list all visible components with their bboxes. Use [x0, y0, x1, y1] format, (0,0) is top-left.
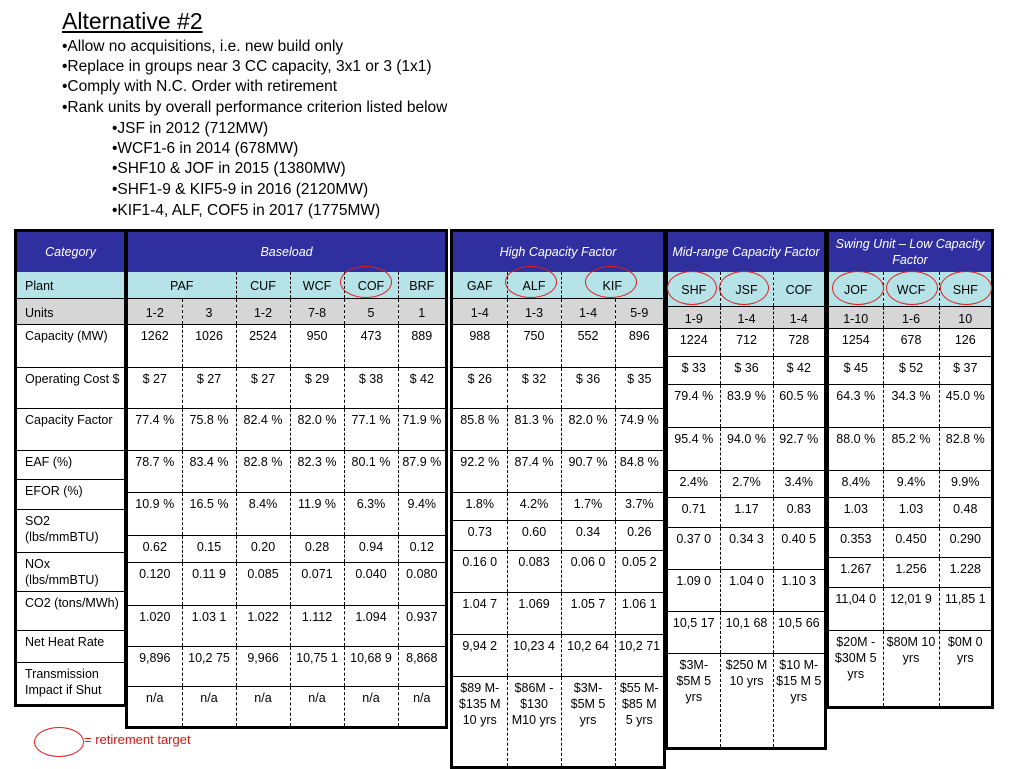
- capfactor-cell: 74.9 %: [615, 408, 663, 450]
- units-cell: 1-4: [561, 298, 615, 324]
- capfactor-cell: 60.5 %: [773, 384, 824, 427]
- transmission-cell: $3M- $5M 5 yrs: [668, 653, 720, 747]
- efor-cell: 10.9 %: [128, 492, 182, 535]
- category-header: Category: [17, 232, 124, 272]
- row-label-opcost: Operating Cost $: [17, 367, 124, 408]
- so2-cell: 0.83: [773, 497, 824, 527]
- capfactor-cell: 85.8 %: [453, 408, 507, 450]
- capfactor-cell: 75.8 %: [182, 408, 236, 450]
- capfactor-cell: 82.4 %: [236, 408, 290, 450]
- co2-cell: 1.256: [883, 557, 939, 587]
- capacity-cell: 896: [615, 324, 663, 367]
- units-cell: 1-4: [453, 298, 507, 324]
- so2-cell: 0.15: [182, 535, 236, 562]
- efor-cell: 9.9%: [939, 470, 991, 497]
- units-cell: 5: [344, 298, 398, 324]
- eaf-cell: 80.1 %: [344, 450, 398, 492]
- efor-cell: 11.9 %: [290, 492, 344, 535]
- heatrate-cell: 10,1 68: [720, 611, 773, 653]
- row-label-heatrate: Net Heat Rate: [17, 630, 124, 662]
- nox-cell: 0.290: [939, 527, 991, 557]
- co2-cell: 1.10 3: [773, 569, 824, 611]
- efor-cell: 3.7%: [615, 492, 663, 520]
- eaf-cell: 95.4 %: [668, 427, 720, 470]
- retirement-ring-cof: [340, 266, 392, 298]
- co2-cell: 0.937: [398, 605, 445, 646]
- row-label-co2: CO2 (tons/MWh): [17, 591, 124, 630]
- capacity-cell: 473: [344, 324, 398, 367]
- opcost-cell: $ 42: [773, 356, 824, 384]
- units-cell: 1-9: [668, 306, 720, 328]
- high-cf-panel: [450, 229, 666, 769]
- slide-title: Alternative #2: [62, 8, 203, 34]
- heatrate-cell: 12,01 9: [883, 587, 939, 630]
- units-cell: 5-9: [615, 298, 663, 324]
- legend-text: = retirement target: [84, 732, 191, 747]
- eaf-cell: 88.0 %: [829, 427, 883, 470]
- transmission-cell: n/a: [344, 686, 398, 726]
- opcost-cell: $ 29: [290, 367, 344, 408]
- efor-cell: 1.8%: [453, 492, 507, 520]
- capfactor-cell: 45.0 %: [939, 384, 991, 427]
- row-label-units: Units: [17, 298, 124, 324]
- opcost-cell: $ 35: [615, 367, 663, 408]
- capacity-cell: 988: [453, 324, 507, 367]
- co2-cell: 1.267: [829, 557, 883, 587]
- plant-shf: SHF: [668, 272, 720, 306]
- sub-bullet-5: •KIF1-4, ALF, COF5 in 2017 (1775MW): [112, 202, 381, 219]
- efor-cell: 4.2%: [507, 492, 561, 520]
- transmission-cell: $10 M- $15 M 5 yrs: [773, 653, 824, 747]
- so2-cell: 1.03: [829, 497, 883, 527]
- units-cell: 10: [939, 306, 991, 328]
- opcost-cell: $ 38: [344, 367, 398, 408]
- sub-bullet-4: •SHF1-9 & KIF5-9 in 2016 (2120MW): [112, 181, 369, 198]
- co2-cell: 1.228: [939, 557, 991, 587]
- opcost-cell: $ 27: [182, 367, 236, 408]
- transmission-cell: $89 M- $135 M 10 yrs: [453, 676, 507, 766]
- plant-alf: ALF: [507, 272, 561, 298]
- row-label-plant: Plant: [17, 272, 124, 298]
- capfactor-cell: 64.3 %: [829, 384, 883, 427]
- bullet-4: •Rank units by overall performance criterion listed below: [62, 99, 448, 116]
- co2-cell: 1.112: [290, 605, 344, 646]
- baseload-panel: [125, 229, 448, 729]
- units-cell: 1: [398, 298, 445, 324]
- plant-cuf: CUF: [236, 272, 290, 298]
- plant-kif: KIF: [561, 272, 663, 298]
- efor-cell: 1.7%: [561, 492, 615, 520]
- eaf-cell: 92.7 %: [773, 427, 824, 470]
- transmission-cell: n/a: [128, 686, 182, 726]
- transmission-cell: n/a: [182, 686, 236, 726]
- mid-cf-header: Mid-range Capacity Factor: [668, 232, 824, 272]
- bullet-2: •Replace in groups near 3 CC capacity, 3x1 or 3 (1x1): [62, 58, 432, 75]
- plant-jsf: JSF: [720, 272, 773, 306]
- so2-cell: 0.12: [398, 535, 445, 562]
- so2-cell: 0.94: [344, 535, 398, 562]
- units-cell: 1-6: [883, 306, 939, 328]
- opcost-cell: $ 37: [939, 356, 991, 384]
- units-cell: 7-8: [290, 298, 344, 324]
- retirement-ring-jsf: [719, 271, 769, 305]
- sub-bullet-1: •JSF in 2012 (712MW): [112, 120, 269, 137]
- nox-cell: 0.083: [507, 550, 561, 592]
- units-cell: 1-4: [773, 306, 824, 328]
- plant-jof: JOF: [829, 272, 883, 306]
- so2-cell: 0.20: [236, 535, 290, 562]
- row-label-efor: EFOR (%): [17, 479, 124, 509]
- capfactor-cell: 79.4 %: [668, 384, 720, 427]
- heatrate-cell: 10,23 4: [507, 634, 561, 676]
- heatrate-cell: 11,85 1: [939, 587, 991, 630]
- capfactor-cell: 71.9 %: [398, 408, 445, 450]
- co2-cell: 1.04 7: [453, 592, 507, 634]
- efor-cell: 9.4%: [398, 492, 445, 535]
- capacity-cell: 950: [290, 324, 344, 367]
- efor-cell: 16.5 %: [182, 492, 236, 535]
- transmission-cell: $55 M- $85 M 5 yrs: [615, 676, 663, 766]
- opcost-cell: $ 26: [453, 367, 507, 408]
- eaf-cell: 87.4 %: [507, 450, 561, 492]
- opcost-cell: $ 36: [720, 356, 773, 384]
- heatrate-cell: 10,68 9: [344, 646, 398, 686]
- transmission-cell: $3M- $5M 5 yrs: [561, 676, 615, 766]
- transmission-cell: n/a: [236, 686, 290, 726]
- plant-shf: SHF: [939, 272, 991, 306]
- efor-cell: 3.4%: [773, 470, 824, 497]
- row-label-eaf: EAF (%): [17, 450, 124, 479]
- nox-cell: 0.05 2: [615, 550, 663, 592]
- efor-cell: 8.4%: [236, 492, 290, 535]
- capacity-cell: 1224: [668, 328, 720, 356]
- heatrate-cell: 10,5 17: [668, 611, 720, 653]
- capacity-cell: 712: [720, 328, 773, 356]
- heatrate-cell: 10,2 64: [561, 634, 615, 676]
- co2-cell: 1.094: [344, 605, 398, 646]
- so2-cell: 1.03: [883, 497, 939, 527]
- capacity-cell: 126: [939, 328, 991, 356]
- eaf-cell: 84.8 %: [615, 450, 663, 492]
- capacity-cell: 750: [507, 324, 561, 367]
- eaf-cell: 78.7 %: [128, 450, 182, 492]
- plant-wcf: WCF: [883, 272, 939, 306]
- so2-cell: 0.71: [668, 497, 720, 527]
- eaf-cell: 90.7 %: [561, 450, 615, 492]
- eaf-cell: 82.8 %: [939, 427, 991, 470]
- transmission-cell: n/a: [398, 686, 445, 726]
- row-label-transmission: Transmission Impact if Shut: [17, 662, 124, 704]
- plant-wcf: WCF: [290, 272, 344, 298]
- capfactor-cell: 81.3 %: [507, 408, 561, 450]
- units-cell: 1-3: [507, 298, 561, 324]
- units-cell: 1-10: [829, 306, 883, 328]
- bullet-1: •Allow no acquisitions, i.e. new build only: [62, 38, 344, 55]
- category-panel: [14, 229, 127, 707]
- retirement-ring-wcf: [886, 271, 938, 305]
- sub-bullet-3: •SHF10 & JOF in 2015 (1380MW): [112, 160, 346, 177]
- eaf-cell: 92.2 %: [453, 450, 507, 492]
- nox-cell: 0.080: [398, 562, 445, 605]
- bullet-3: •Comply with N.C. Order with retirement: [62, 78, 338, 95]
- capacity-cell: 678: [883, 328, 939, 356]
- efor-cell: 6.3%: [344, 492, 398, 535]
- row-label-capfactor: Capacity Factor: [17, 408, 124, 450]
- capacity-cell: 2524: [236, 324, 290, 367]
- nox-cell: 0.16 0: [453, 550, 507, 592]
- so2-cell: 0.34: [561, 520, 615, 550]
- so2-cell: 0.28: [290, 535, 344, 562]
- co2-cell: 1.04 0: [720, 569, 773, 611]
- high-cf-header: High Capacity Factor: [453, 232, 663, 272]
- plant-brf: BRF: [398, 272, 445, 298]
- capacity-cell: 1026: [182, 324, 236, 367]
- sub-bullet-2: •WCF1-6 in 2014 (678MW): [112, 140, 299, 157]
- so2-cell: 0.48: [939, 497, 991, 527]
- so2-cell: 0.60: [507, 520, 561, 550]
- plant-gaf: GAF: [453, 272, 507, 298]
- co2-cell: 1.05 7: [561, 592, 615, 634]
- retirement-ring-shf-swing: [940, 271, 992, 305]
- so2-cell: 0.62: [128, 535, 182, 562]
- nox-cell: 0.040: [344, 562, 398, 605]
- nox-cell: 0.34 3: [720, 527, 773, 569]
- swing-header: Swing Unit – Low Capacity Factor: [829, 232, 991, 272]
- nox-cell: 0.11 9: [182, 562, 236, 605]
- nox-cell: 0.450: [883, 527, 939, 557]
- plant-cof: COF: [773, 272, 824, 306]
- eaf-cell: 87.9 %: [398, 450, 445, 492]
- units-cell: 1-4: [720, 306, 773, 328]
- transmission-cell: $86M - $130 M10 yrs: [507, 676, 561, 766]
- heatrate-cell: 10,2 71: [615, 634, 663, 676]
- nox-cell: 0.06 0: [561, 550, 615, 592]
- opcost-cell: $ 27: [128, 367, 182, 408]
- eaf-cell: 82.3 %: [290, 450, 344, 492]
- heatrate-cell: 11,04 0: [829, 587, 883, 630]
- plant-cof: COF: [344, 272, 398, 298]
- capfactor-cell: 82.0 %: [561, 408, 615, 450]
- heatrate-cell: 9,966: [236, 646, 290, 686]
- heatrate-cell: 9,94 2: [453, 634, 507, 676]
- eaf-cell: 94.0 %: [720, 427, 773, 470]
- mid-cf-panel: [665, 229, 827, 750]
- transmission-cell: $20M - $30M 5 yrs: [829, 630, 883, 706]
- opcost-cell: $ 45: [829, 356, 883, 384]
- baseload-header: Baseload: [128, 232, 445, 272]
- efor-cell: 2.4%: [668, 470, 720, 497]
- heatrate-cell: 8,868: [398, 646, 445, 686]
- legend-ring-icon: [34, 727, 84, 757]
- opcost-cell: $ 36: [561, 367, 615, 408]
- eaf-cell: 85.2 %: [883, 427, 939, 470]
- row-label-so2: SO2 (lbs/mmBTU): [17, 509, 124, 552]
- transmission-cell: $0M 0 yrs: [939, 630, 991, 706]
- nox-cell: 0.120: [128, 562, 182, 605]
- units-cell: 3: [182, 298, 236, 324]
- capfactor-cell: 77.1 %: [344, 408, 398, 450]
- efor-cell: 8.4%: [829, 470, 883, 497]
- transmission-cell: $250 M 10 yrs: [720, 653, 773, 747]
- so2-cell: 1.17: [720, 497, 773, 527]
- co2-cell: 1.069: [507, 592, 561, 634]
- capfactor-cell: 34.3 %: [883, 384, 939, 427]
- row-label-capacity: Capacity (MW): [17, 324, 124, 367]
- units-cell: 1-2: [236, 298, 290, 324]
- capacity-cell: 1254: [829, 328, 883, 356]
- retirement-ring-alf: [505, 266, 557, 298]
- nox-cell: 0.085: [236, 562, 290, 605]
- heatrate-cell: 10,5 66: [773, 611, 824, 653]
- co2-cell: 1.09 0: [668, 569, 720, 611]
- plant-paf: PAF: [128, 272, 236, 298]
- opcost-cell: $ 27: [236, 367, 290, 408]
- heatrate-cell: 10,75 1: [290, 646, 344, 686]
- transmission-cell: n/a: [290, 686, 344, 726]
- co2-cell: 1.06 1: [615, 592, 663, 634]
- transmission-cell: $80M 10 yrs: [883, 630, 939, 706]
- efor-cell: 2.7%: [720, 470, 773, 497]
- efor-cell: 9.4%: [883, 470, 939, 497]
- capfactor-cell: 82.0 %: [290, 408, 344, 450]
- opcost-cell: $ 33: [668, 356, 720, 384]
- retirement-ring-jof: [832, 271, 884, 305]
- capfactor-cell: 83.9 %: [720, 384, 773, 427]
- capacity-cell: 1262: [128, 324, 182, 367]
- retirement-ring-shf: [667, 271, 717, 305]
- so2-cell: 0.73: [453, 520, 507, 550]
- opcost-cell: $ 52: [883, 356, 939, 384]
- nox-cell: 0.40 5: [773, 527, 824, 569]
- units-cell: 1-2: [128, 298, 182, 324]
- nox-cell: 0.071: [290, 562, 344, 605]
- capacity-cell: 552: [561, 324, 615, 367]
- capfactor-cell: 77.4 %: [128, 408, 182, 450]
- heatrate-cell: 9,896: [128, 646, 182, 686]
- row-label-nox: NOx (lbs/mmBTU): [17, 552, 124, 591]
- capacity-cell: 728: [773, 328, 824, 356]
- nox-cell: 0.353: [829, 527, 883, 557]
- opcost-cell: $ 42: [398, 367, 445, 408]
- nox-cell: 0.37 0: [668, 527, 720, 569]
- heatrate-cell: 10,2 75: [182, 646, 236, 686]
- so2-cell: 0.26: [615, 520, 663, 550]
- capacity-cell: 889: [398, 324, 445, 367]
- eaf-cell: 83.4 %: [182, 450, 236, 492]
- eaf-cell: 82.8 %: [236, 450, 290, 492]
- co2-cell: 1.020: [128, 605, 182, 646]
- retirement-ring-kif: [585, 266, 637, 298]
- opcost-cell: $ 32: [507, 367, 561, 408]
- co2-cell: 1.03 1: [182, 605, 236, 646]
- co2-cell: 1.022: [236, 605, 290, 646]
